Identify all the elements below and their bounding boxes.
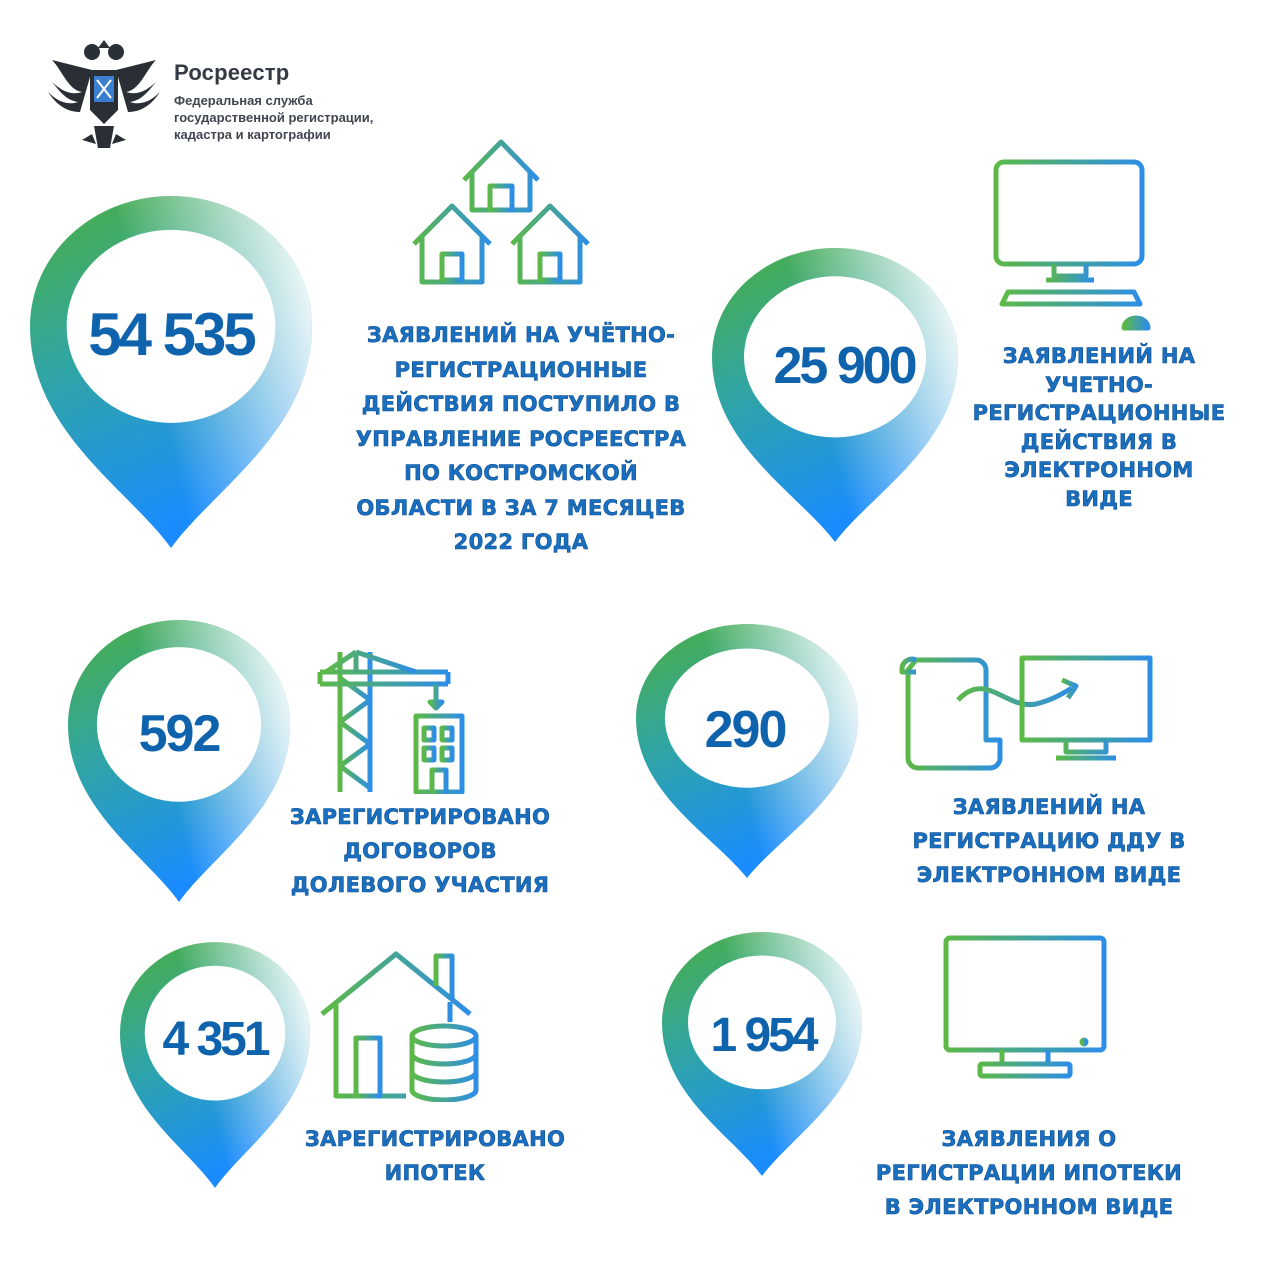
stat-value-1: 54 535: [88, 301, 254, 368]
stat-caption-5: ЗАРЕГИСТРИРОВАНО ИПОТЕК: [304, 1127, 566, 1185]
houses-icon: [412, 136, 590, 286]
stat-value-5: 4 351: [162, 1013, 268, 1066]
stat-caption-6: ЗАЯВЛЕНИЯ О РЕГИСТРАЦИИ ИПОТЕКИ В ЭЛЕКТРОННОМ ВИДЕ: [875, 1127, 1183, 1219]
document-to-computer-icon: [896, 654, 1158, 774]
stat-pin-1: [30, 196, 312, 548]
stat-caption-1: ЗАЯВЛЕНИЙ НА УЧЁТНО- РЕГИСТРАЦИОННЫЕ ДЕЙСТВИЯ ПОСТУПИЛО В УПРАВЛЕНИЕ РОСРЕЕСТРА ПО КОСТРОМСКОЙ ОБЛАСТИ В ЗА 7 МЕСЯЦЕВ 2022 ГОДА: [355, 323, 687, 554]
stat-caption-3: ЗАРЕГИСТРИРОВАНО ДОГОВОРОВ ДОЛЕВОГО УЧАСТИЯ: [289, 805, 551, 897]
stat-caption-2: ЗАЯВЛЕНИЙ НА УЧЕТНО- РЕГИСТРАЦИОННЫЕ ДЕЙСТВИЯ В ЭЛЕКТРОННОМ ВИДЕ: [972, 344, 1226, 511]
construction-crane-icon: [316, 648, 472, 794]
brand-subtitle: Федеральная служба государственной регистрации, кадастра и картографии: [174, 93, 374, 142]
stat-value-4: 290: [704, 701, 786, 759]
house-with-coins-icon: [318, 950, 480, 1102]
stat-caption-4: ЗАЯВЛЕНИЙ НА РЕГИСТРАЦИЮ ДДУ В ЭЛЕКТРОННОМ ВИДЕ: [912, 795, 1186, 887]
computer-icon: [990, 156, 1160, 332]
stat-value-3: 592: [138, 705, 220, 763]
stat-value-6: 1 954: [710, 1009, 816, 1062]
rosreestr-emblem-icon: [42, 30, 166, 158]
monitor-icon: [940, 934, 1110, 1082]
brand-name: Росреестр: [174, 60, 290, 85]
stat-value-2: 25 900: [773, 337, 915, 395]
